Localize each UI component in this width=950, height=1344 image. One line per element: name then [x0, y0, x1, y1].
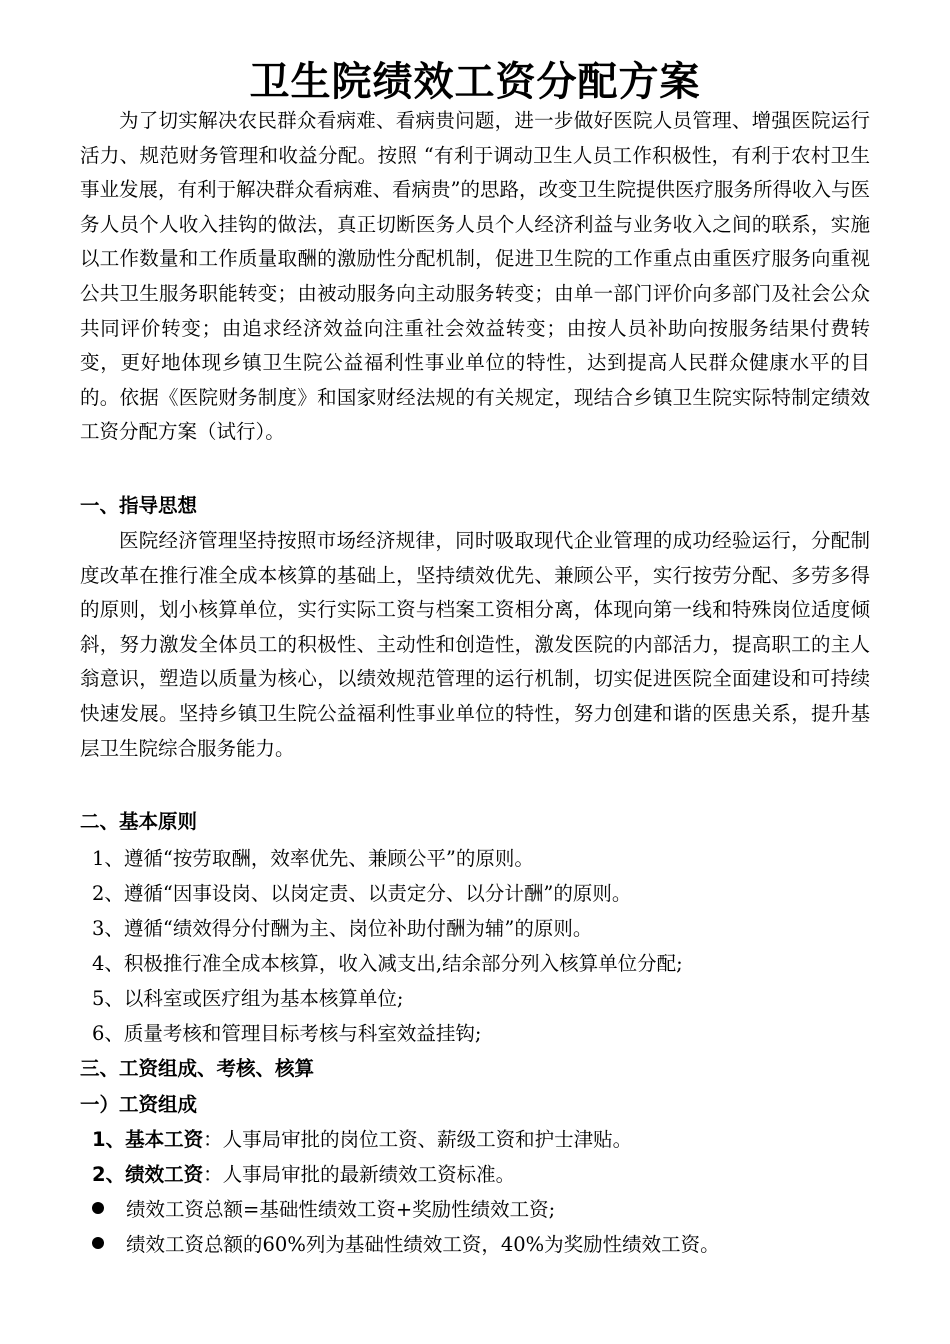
intro-paragraph: 为了切实解决农民群众看病难、看病贵问题，进一步做好医院人员管理、增强医院运行活力、规范财务管理和收益分配。按照 “有利于调动卫生人员工作积极性，有利于农村卫生事业发展，有利于解决群众看病难、看病贵”的思路，改变卫生院提供医疗服务所得收入与医务人员个人收入挂钩的做法，真正切断医务人员个人经济利益与业务收入之间的联系，实施以工作数量和工作质量取酬的激励性分配机制，促进卫生院的工作重点由重医疗服务向重视公共卫生服务职能转变；由被动服务向主动服务转变；由单一部门评价向多部门及社会公众共同评价转变；由追求经济效益向注重社会效益转变；由按人员补助向按服务结果付费转变，更好地体现乡镇卫生院公益福利性事业单位的特性，达到提高人民群众健康水平的目的。依据《医院财务制度》和国家财经法规的有关规定，现结合乡镇卫生院实际特制定绩效工资分配方案（试行）。	[80, 109, 870, 444]
principle-item: 1、遵循“按劳取酬，效率优先、兼顾公平”的原则。	[92, 847, 534, 870]
basic-wage-text: ：人事局审批的岗位工资、薪级工资和护士津贴。	[203, 1128, 633, 1151]
section3-sub-heading: 一）工资组成	[80, 1093, 198, 1116]
performance-wage-label: 2、绩效工资	[92, 1163, 204, 1186]
bullet-text: 绩效工资总额=基础性绩效工资+奖励性绩效工资;	[126, 1198, 556, 1221]
bullet-text: 绩效工资总额的60%列为基础性绩效工资，40%为奖励性绩效工资。	[126, 1233, 720, 1256]
bullet-item	[92, 1229, 720, 1257]
section2-heading: 二、基本原则	[80, 810, 198, 833]
principle-item: 6、质量考核和管理目标考核与科室效益挂钩;	[92, 1022, 482, 1045]
principle-item: 5、以科室或医疗组为基本核算单位;	[92, 987, 404, 1010]
basic-wage-label: 1、基本工资	[92, 1128, 204, 1151]
principle-item: 3、遵循“绩效得分付酬为主、岗位补助付酬为辅”的原则。	[92, 917, 593, 940]
principle-item: 2、遵循“因事设岗、以岗定责、以责定分、以分计酬”的原则。	[92, 882, 632, 905]
section1-body: 医院经济管理坚持按照市场经济规律，同时吸取现代企业管理的成功经验运行，分配制度改革在推行准全成本核算的基础上，坚持绩效优先、兼顾公平，实行按劳分配、多劳多得的原则，划小核算单位，实行实际工资与档案工资相分离，体现向第一线和特殊岗位适度倾斜，努力激发全体员工的积极性、主动性和创造性，激发医院的内部活力，提高职工的主人翁意识，塑造以质量为核心，以绩效规范管理的运行机制，切实促进医院全面建设和可持续快速发展。坚持乡镇卫生院公益福利性事业单位的特性，努力创建和谐的医患关系，提升基层卫生院综合服务能力。	[80, 529, 870, 760]
document-title: 卫生院绩效工资分配方案	[249, 59, 701, 105]
basic-wage-item	[92, 1124, 632, 1152]
bullet-dot-icon	[92, 1202, 104, 1214]
section1-heading: 一、指导思想	[80, 494, 198, 517]
performance-wage-item	[92, 1159, 515, 1187]
performance-wage-text: ：人事局审批的最新绩效工资标准。	[203, 1163, 516, 1186]
principle-item: 4、积极推行准全成本核算，收入减支出,结余部分列入核算单位分配;	[92, 952, 683, 975]
section3-heading: 三、工资组成、考核、核算	[80, 1057, 315, 1080]
bullet-item	[92, 1194, 555, 1222]
bullet-dot-icon	[92, 1237, 104, 1249]
